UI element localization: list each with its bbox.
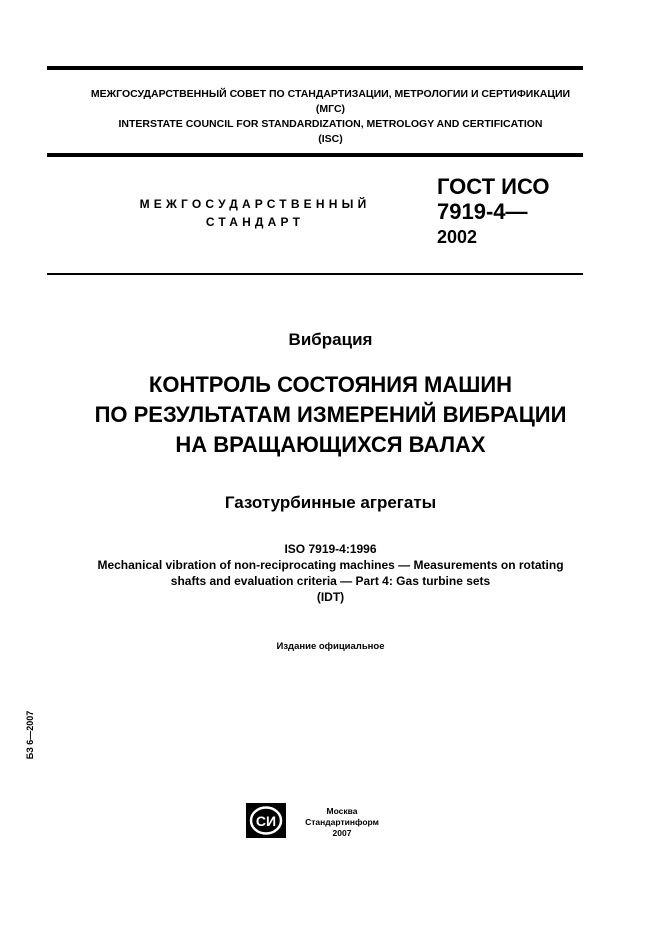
document-title [0,370,661,460]
iso-reference [0,541,661,605]
council-en-abbr: (ISC) [318,133,343,145]
subject-heading: Вибрация [288,330,373,349]
header-rule [47,153,583,157]
standard-designation [437,174,549,249]
publisher-name: Стандартинформ [305,817,379,827]
council-ru-abbr: (МГС) [315,103,346,115]
publisher-info [292,806,392,839]
standard-type-line2: СТАНДАРТ [205,215,305,229]
title-line2: ПО РЕЗУЛЬТАТАМ ИЗМЕРЕНИЙ ВИБРАЦИИ [94,402,567,427]
standard-type-line1: МЕЖГОСУДАРСТВЕННЫЙ [139,197,371,211]
standartinform-logo-icon [246,803,286,838]
document-subtitle: Газотурбинные агрегаты [224,493,437,512]
svg-text:СИ: СИ [255,813,277,829]
side-code: БЗ 6—2007 [25,710,35,760]
title-line3: НА ВРАЩАЮЩИХСЯ ВАЛАХ [175,432,486,457]
council-ru-line1: МЕЖГОСУДАРСТВЕННЫЙ СОВЕТ ПО СТАНДАРТИЗАЦИИ, МЕТРОЛОГИИ И СЕРТИФИКАЦИИ [90,88,571,100]
council-en-line1: INTERSTATE COUNCIL FOR STANDARDIZATION, METROLOGY AND CERTIFICATION [118,118,543,130]
title-line1: КОНТРОЛЬ СОСТОЯНИЯ МАШИН [148,372,513,397]
council-header [0,87,661,147]
iso-equivalence: (IDT) [316,590,345,604]
edition-note: Издание официальное [276,641,385,652]
designation-line1: ГОСТ ИСО [437,174,550,199]
standard-type [120,195,390,231]
top-rule [47,66,583,70]
publisher-year: 2007 [332,828,352,838]
designation-year: 2002 [437,227,478,247]
iso-title-line2: shafts and evaluation criteria — Part 4: Gas turbine sets [170,574,491,588]
designation-rule [47,273,583,275]
designation-line2: 7919-4— [437,199,528,224]
publisher-city: Москва [326,806,358,816]
iso-code: ISO 7919-4:1996 [284,542,377,556]
iso-title-line1: Mechanical vibration of non-reciprocating machines — Measurements on rotating [97,558,564,572]
